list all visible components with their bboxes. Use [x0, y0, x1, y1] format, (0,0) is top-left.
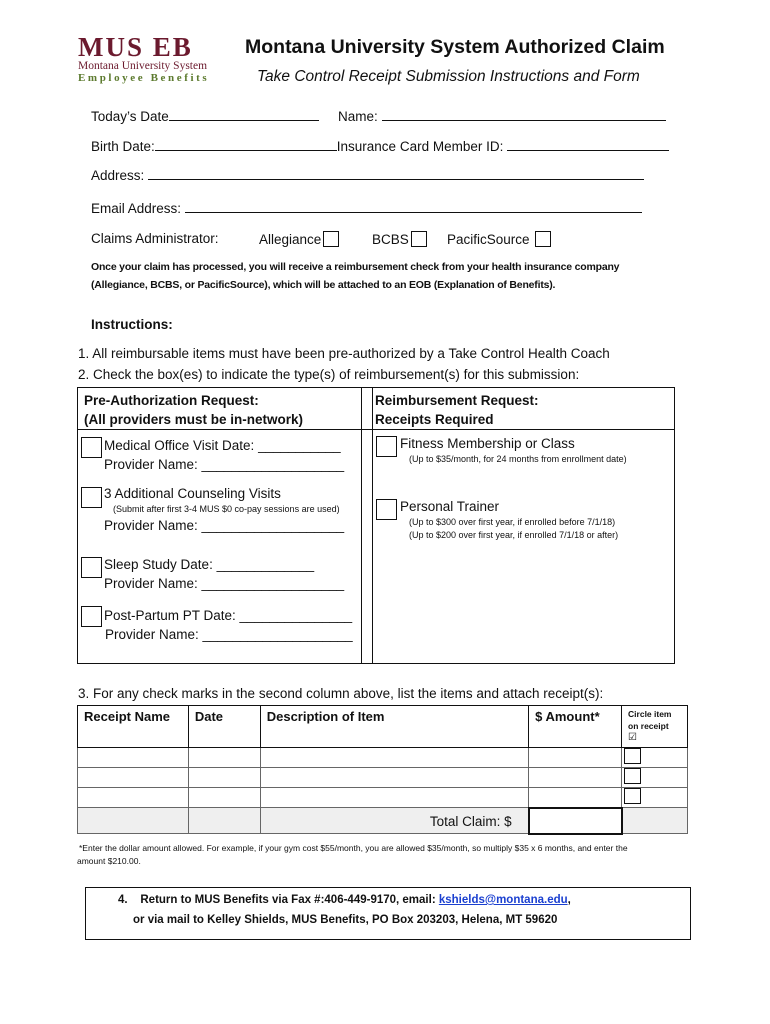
amount-cell[interactable]	[529, 748, 622, 768]
bcbs-checkbox[interactable]	[411, 231, 427, 247]
birth-date-field[interactable]	[155, 136, 337, 151]
fitness-note: (Up to $35/month, for 24 months from enrollment date)	[409, 454, 627, 464]
trainer-note-2: (Up to $200 over first year, if enrolled 7/1/18 or after)	[409, 530, 619, 540]
receipt-name-cell[interactable]	[78, 788, 189, 808]
sleep-study-provider: Provider Name: ___________________	[104, 576, 345, 591]
todays-date-label: Today’s Date	[91, 109, 169, 124]
description-cell[interactable]	[260, 748, 528, 768]
notice-line2: (Allegiance, BCBS, or PacificSource), which will be attached to an EOB (Explanation of Benefits).	[91, 279, 556, 291]
col-amount: $ Amount*	[529, 706, 622, 748]
fitness-label: Fitness Membership or Class	[400, 436, 575, 451]
receipt-checkbox[interactable]	[624, 768, 641, 784]
address-label: Address:	[91, 168, 145, 183]
receipt-name-cell[interactable]	[78, 748, 189, 768]
counseling-checkbox[interactable]	[81, 487, 102, 508]
email-label: Email Address:	[91, 201, 182, 216]
date-cell[interactable]	[188, 768, 260, 788]
return-line1-comma: ,	[567, 894, 571, 906]
col-date: Date	[188, 706, 260, 748]
instruction-step-2: 2. Check the box(es) to indicate the type(s) of reimbursement(s) for this submission:	[78, 367, 580, 382]
sleep-study-checkbox[interactable]	[81, 557, 102, 578]
col-circle-line1: Circle item	[628, 709, 672, 719]
member-id-label: Insurance Card Member ID:	[336, 139, 504, 154]
medical-visit-date: Medical Office Visit Date: ___________	[104, 438, 341, 453]
medical-visit-checkbox[interactable]	[81, 437, 102, 458]
return-email-link[interactable]: kshields@montana.edu	[438, 894, 568, 906]
circle-cell	[622, 788, 688, 808]
table-row[interactable]	[78, 748, 688, 768]
total-amount-field[interactable]	[529, 808, 622, 834]
claims-admin-label: Claims Administrator:	[91, 231, 219, 246]
trainer-checkbox[interactable]	[376, 499, 397, 520]
postpartum-checkbox[interactable]	[81, 606, 102, 627]
col-circle	[622, 706, 688, 748]
counseling-note: (Submit after first 3-4 MUS $0 co-pay sessions are used)	[113, 504, 340, 514]
name-field[interactable]	[382, 106, 666, 121]
total-label: Total Claim: $	[260, 808, 528, 834]
page-subtitle: Take Control Receipt Submission Instructions and Form	[257, 68, 640, 85]
return-line1: 4. Return to MUS Benefits via Fax #:406-449-9170, email:	[118, 894, 439, 906]
trainer-label: Personal Trainer	[400, 499, 500, 514]
logo	[78, 34, 230, 85]
footnote-line2: amount $210.00.	[77, 856, 141, 866]
receipt-checkbox[interactable]	[624, 788, 641, 804]
email-field[interactable]	[185, 198, 642, 213]
amount-cell[interactable]	[529, 788, 622, 808]
footnote-line1: *Enter the dollar amount allowed. For example, if your gym cost $55/month, you are allowed $35/month, so multiply $35 x 6 months, and enter the	[79, 843, 628, 853]
sleep-study-date: Sleep Study Date: _____________	[104, 557, 315, 572]
fitness-checkbox[interactable]	[376, 436, 397, 457]
member-id-field[interactable]	[507, 136, 669, 151]
notice-line1: Once your claim has processed, you will receive a reimbursement check from your health insurance company	[91, 261, 620, 273]
col-description: Description of Item	[260, 706, 528, 748]
description-cell[interactable]	[260, 768, 528, 788]
logo-mark: MUS EB	[78, 32, 193, 62]
col-receipt-name: Receipt Name	[78, 706, 189, 748]
logo-line1: Montana University System	[78, 60, 208, 72]
date-cell[interactable]	[188, 748, 260, 768]
receipt-name-cell[interactable]	[78, 768, 189, 788]
postpartum-provider: Provider Name: ____________________	[105, 627, 353, 642]
todays-date-field[interactable]	[169, 106, 319, 121]
col-circle-checkmark: ☑	[628, 732, 637, 743]
postpartum-date: Post-Partum PT Date: _______________	[104, 608, 353, 623]
allegiance-label: Allegiance	[259, 232, 322, 247]
reimb-subheader: Receipts Required	[375, 412, 494, 427]
return-line2: or via mail to Kelley Shields, MUS Benefits, PO Box 203203, Helena, MT 59620	[133, 914, 558, 926]
table-row[interactable]	[78, 788, 688, 808]
instruction-step-1: 1. All reimbursable items must have been pre-authorized by a Take Control Health Coach	[78, 346, 610, 361]
receipt-checkbox[interactable]	[624, 748, 641, 764]
request-table-header-line	[77, 429, 675, 430]
total-row	[78, 808, 688, 834]
name-label: Name:	[338, 109, 378, 124]
birth-date-label: Birth Date:	[91, 139, 155, 154]
circle-cell	[622, 768, 688, 788]
allegiance-checkbox[interactable]	[323, 231, 339, 247]
medical-visit-provider: Provider Name: ___________________	[104, 457, 345, 472]
col-circle-line2: on receipt	[628, 721, 669, 731]
table-row[interactable]	[78, 768, 688, 788]
logo-line2: Employee Benefits	[78, 72, 210, 84]
receipt-table	[77, 705, 688, 835]
date-cell[interactable]	[188, 788, 260, 808]
circle-cell	[622, 748, 688, 768]
pacificsource-checkbox[interactable]	[535, 231, 551, 247]
pacificsource-label: PacificSource	[447, 232, 530, 247]
reimb-header: Reimbursement Request:	[375, 393, 539, 408]
instructions-heading: Instructions:	[91, 317, 173, 332]
preauth-subheader: (All providers must be in-network)	[84, 412, 304, 427]
address-field[interactable]	[148, 165, 644, 180]
preauth-header: Pre-Authorization Request:	[84, 393, 259, 408]
receipt-table-header	[78, 706, 688, 748]
counseling-provider: Provider Name: ___________________	[104, 518, 345, 533]
amount-cell[interactable]	[529, 768, 622, 788]
counseling-label: 3 Additional Counseling Visits	[104, 486, 281, 501]
page-title: Montana University System Authorized Claim	[245, 36, 665, 58]
description-cell[interactable]	[260, 788, 528, 808]
trainer-note-1: (Up to $300 over first year, if enrolled before 7/1/18)	[409, 517, 616, 527]
bcbs-label: BCBS	[372, 232, 409, 247]
instruction-step-3: 3. For any check marks in the second column above, list the items and attach receipt(s):	[78, 686, 604, 701]
